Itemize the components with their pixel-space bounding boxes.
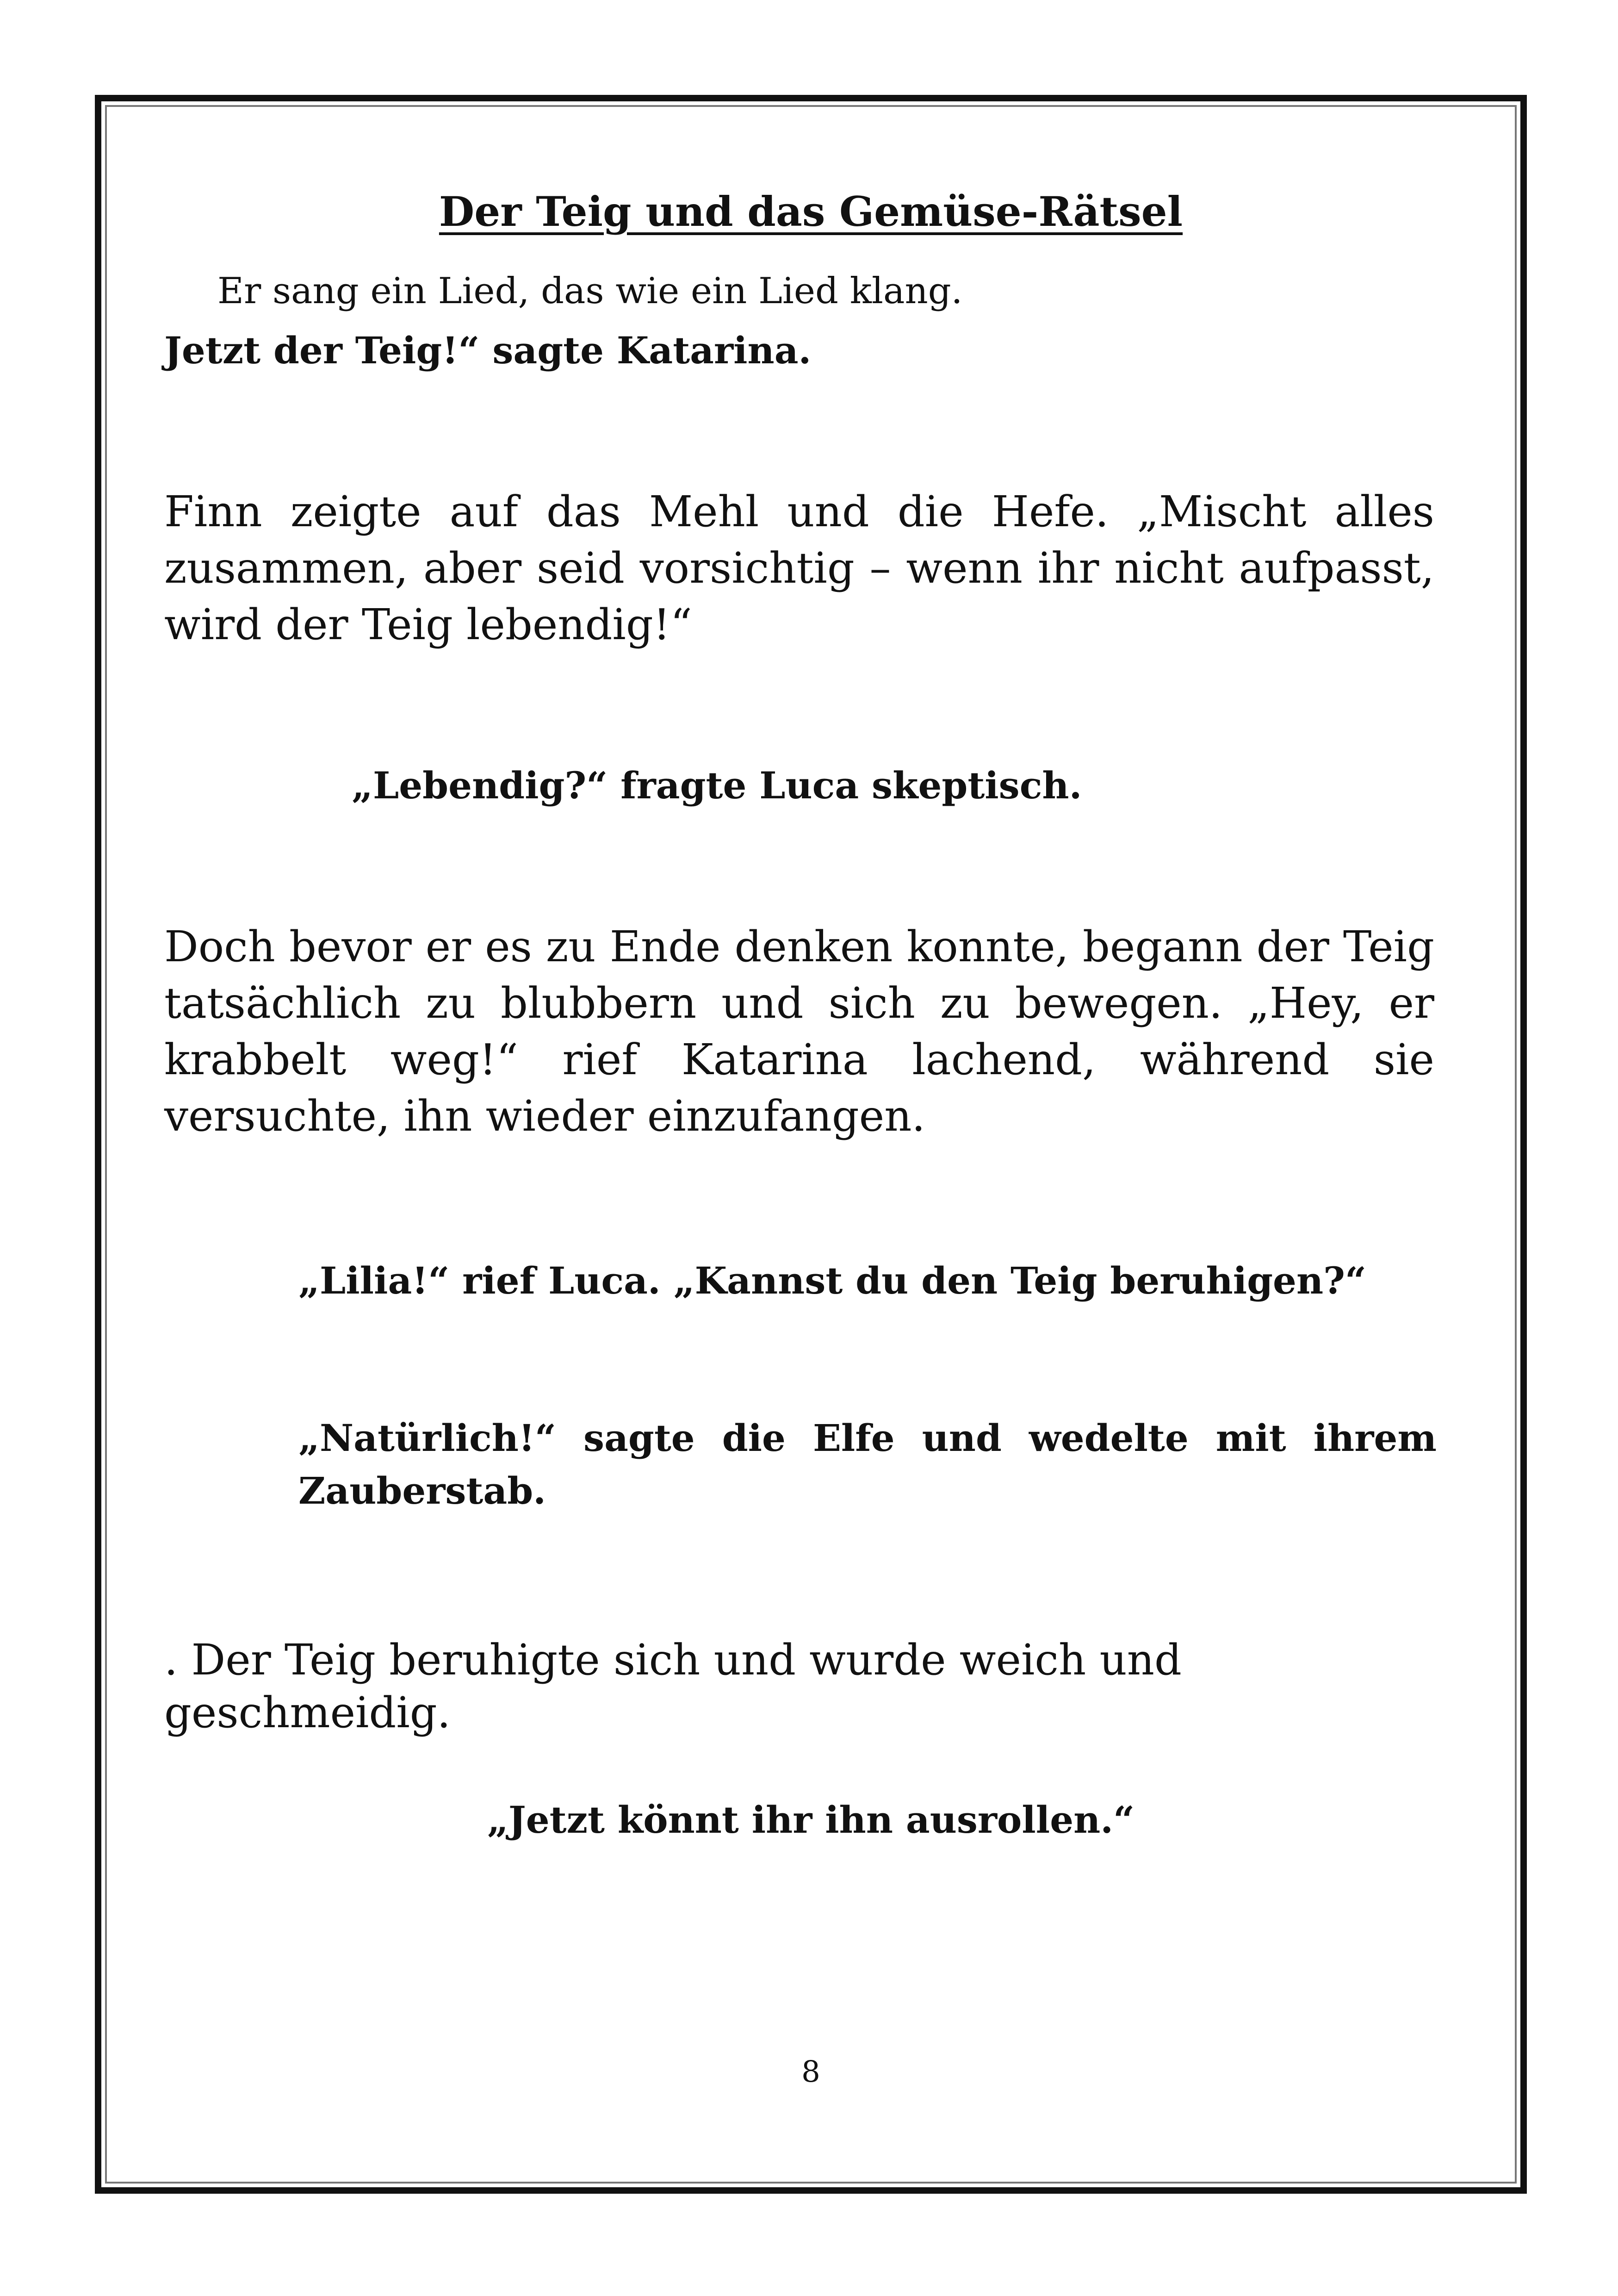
page-title [95,185,1527,238]
paragraph-roll-out: „Jetzt könnt ihr ihn ausrollen.“ [487,1798,1135,1842]
paragraph-luca-skeptical: „Lebendig?“ fragte Luca skeptisch. [352,764,1082,807]
paragraph-dough-calms: . Der Teig beruhigte sich und wurde weich und geschmeidig. [164,1635,1182,1737]
paragraph-elf-wand: „Natürlich!“ sagte die Elfe und wedelte mit ihrem Zauberstab. [298,1416,1437,1512]
paragraph-luca-calls-lilia: „Lilia!“ rief Luca. „Kannst du den Teig beruhigen?“ [298,1259,1367,1302]
paragraph-finn-instructions: Finn zeigte auf das Mehl und die Hefe. „Mischt alles zusammen, aber seid vorsichtig – wenn ihr nicht aufpasst, wird der Teig lebendig!“ [164,487,1434,649]
paragraph-dough-moves: Doch bevor er es zu Ende denken konnte, begann der Teig tatsächlich zu blubbern und sich zu bewegen. „Hey, er krabbelt weg!“ rief Katarina lachend, während sie versuchte, ihn wieder einzufangen. [164,922,1434,1141]
page-number: 8 [801,2055,820,2089]
paragraph-song: Er sang ein Lied, das wie ein Lied klang. [217,270,963,312]
page-title-text: Der Teig und das Gemüse-Rätsel [439,187,1183,236]
paragraph-dough-now: Jetzt der Teig!“ sagte Katarina. [164,329,812,372]
